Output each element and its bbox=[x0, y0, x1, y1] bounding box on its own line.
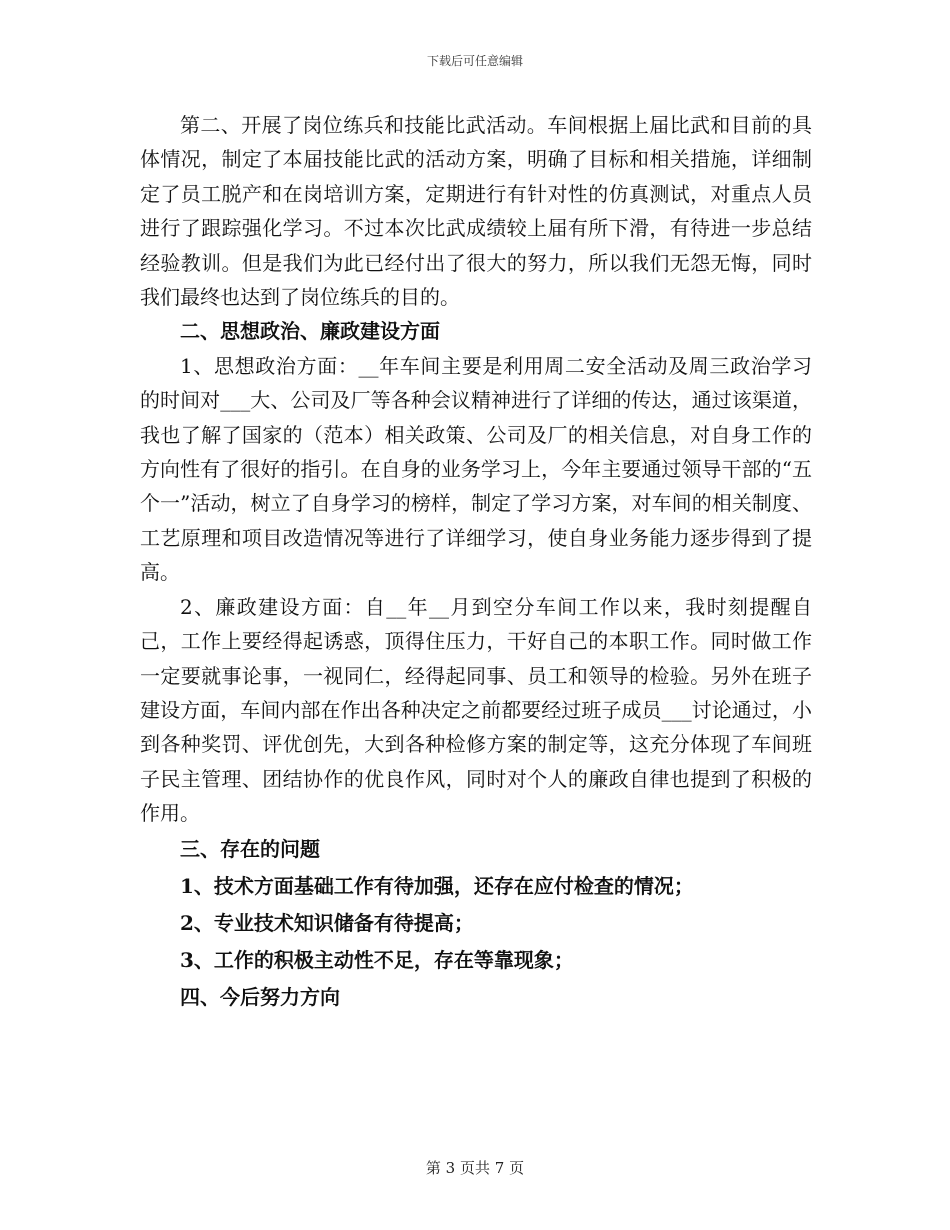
section-heading-future: 四、今后努力方向 bbox=[180, 984, 340, 1009]
section-heading-problems: 三、存在的问题 bbox=[180, 836, 320, 861]
list-item-problem-1: 1、技术方面基础工作有待加强，还存在应付检查的情况； bbox=[180, 873, 694, 898]
page-number: 第 3 页共 7 页 bbox=[425, 1159, 525, 1177]
paragraph-integrity: 2、廉政建设方面：自__年__月到空分车间工作以来，我时刻提醒自己，工作上要经得起诱惑，顶得住压力，干好自己的本职工作。同时做工作一定要就事论事，一视同仁，经得起同事、员工和领导的检验。另外在班子建设方面，车间内部在作出各种决定之前都要经过班子成员___讨论通过，小到各种奖罚、评优创先，大到各种检修方案的制定等，这充分体现了车间班子民主管理、团结协作的优良作风，同时对个人的廉政自律也提到了积极的作用。 bbox=[140, 594, 812, 826]
paragraph-ideology: 1、思想政治方面：__年车间主要是利用周二安全活动及周三政治学习的时间对___大、公司及厂等各种会议精神进行了详细的传达，通过该渠道，我也了解了国家的（范本）相关政策、公司及厂的相关信息，对自身工作的方向性有了很好的指引。在自身的业务学习上，今年主要通过领导干部的“五个一”活动，树立了自身学习的榜样，制定了学习方案，对车间的相关制度、工艺原理和项目改造情况等进行了详细学习，使自身业务能力逐步得到了提高。 bbox=[140, 353, 812, 585]
paragraph-skill-competition: 第二、开展了岗位练兵和技能比武活动。车间根据上届比武和目前的具体情况，制定了本届技能比武的活动方案，明确了目标和相关措施，详细制定了员工脱产和在岗培训方案，定期进行有针对性的仿真测试，对重点人员进行了跟踪强化学习。不过本次比武成绩较上届有所下滑，有待进一步总结经验教训。但是我们为此已经付出了很大的努力，所以我们无怨无悔，同时我们最终也达到了岗位练兵的目的。 bbox=[140, 113, 812, 310]
list-item-problem-3: 3、工作的积极主动性不足，存在等靠现象； bbox=[180, 947, 574, 972]
section-heading-ideology: 二、思想政治、廉政建设方面 bbox=[180, 319, 440, 344]
page-header: 下载后可任意编辑 bbox=[426, 54, 523, 68]
list-item-problem-2: 2、专业技术知识储备有待提高； bbox=[180, 910, 474, 935]
document-body bbox=[140, 108, 812, 1016]
